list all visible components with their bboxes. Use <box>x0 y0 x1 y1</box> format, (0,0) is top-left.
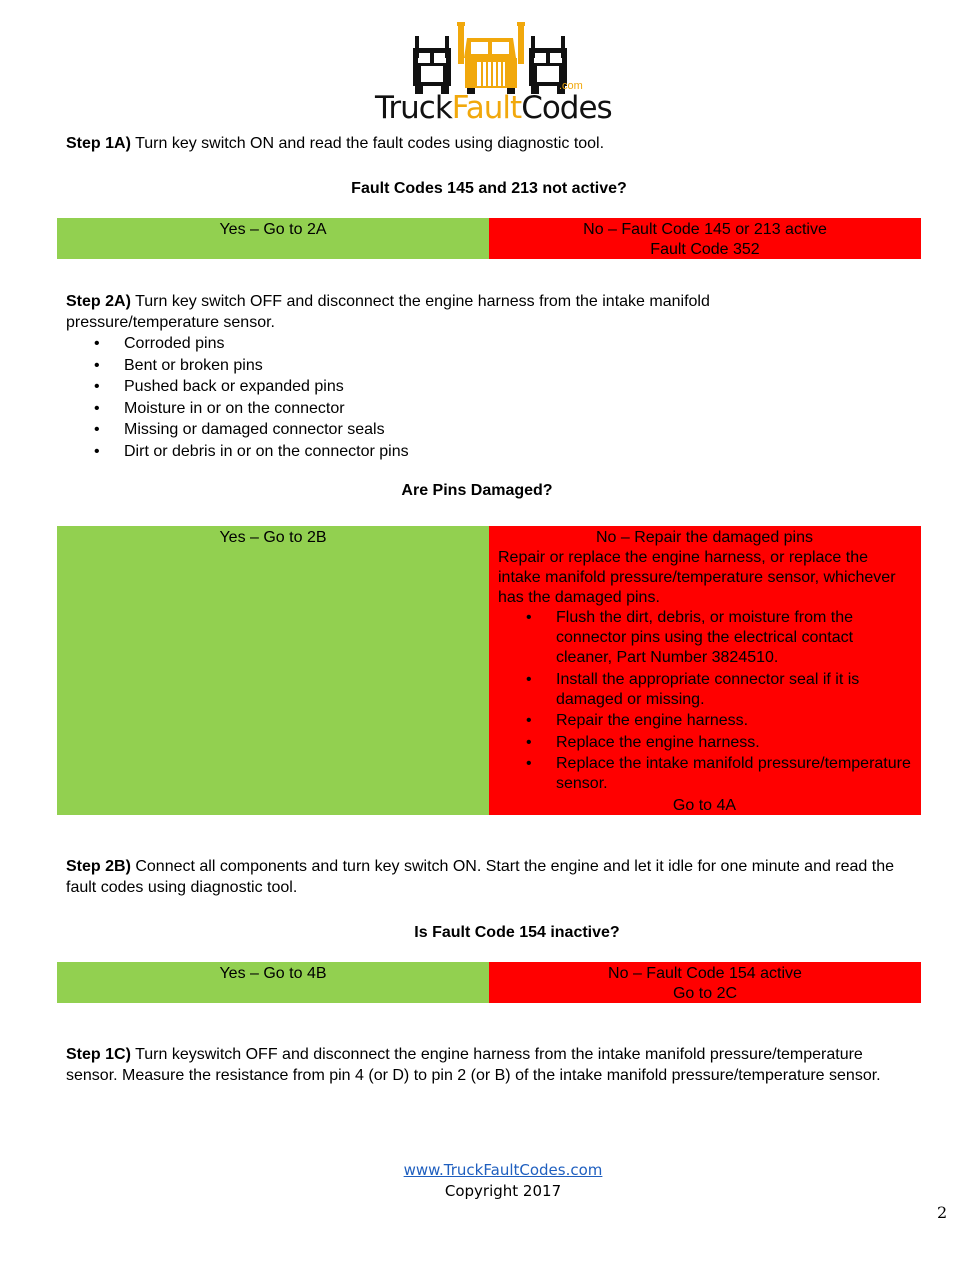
step-2b <box>66 856 916 898</box>
logo-domain-suffix: .com <box>559 80 583 92</box>
site-logo <box>375 18 612 130</box>
yes-cell-2-text: Yes – Go to 2B <box>219 529 327 546</box>
yes-cell-3 <box>57 962 489 1003</box>
question-2: Are Pins Damaged? <box>401 482 553 499</box>
footer-copyright: Copyright 2017 <box>444 1182 562 1200</box>
decision-table-1 <box>57 218 921 259</box>
logo-word-fault: Fault <box>451 90 522 126</box>
yes-cell-2 <box>57 526 489 815</box>
yes-cell-1 <box>57 218 489 259</box>
list-item: • Dirt or debris in or on the connector pins <box>94 441 409 463</box>
step-2a-text: Turn key switch OFF and disconnect the engine harness from the intake manifold pressure/temperature sensor. <box>66 293 710 331</box>
no-cell-3 <box>489 962 921 1003</box>
no-cell-1 <box>489 218 921 259</box>
logo-word-truck: Truck <box>375 90 452 126</box>
no-cell-1-line-2: Fault Code 352 <box>650 241 760 258</box>
no-cell-2-body: Repair or replace the engine harness, or replace the intake manifold pressure/temperature sensor, whichever has the damaged pins. <box>498 549 896 606</box>
no-cell-3-line-2: Go to 2C <box>672 985 738 1002</box>
step-2b-label: Step 2B) <box>66 858 131 875</box>
step-2b-text: Connect all components and turn key switch ON. Start the engine and let it idle for one minute and read the fault codes using diagnostic tool. <box>66 858 895 896</box>
step-1a-text: Turn key switch ON and read the fault codes using diagnostic tool. <box>130 135 605 152</box>
list-item: • Replace the engine harness. <box>526 733 911 753</box>
no-cell-2 <box>489 526 921 815</box>
list-item: • Repair the engine harness. <box>526 711 911 731</box>
step-1a <box>66 133 916 154</box>
yes-cell-3-text: Yes – Go to 4B <box>219 965 327 982</box>
inspection-checklist <box>94 333 409 462</box>
logo-word-codes: Codes <box>521 90 612 126</box>
footer-website-link[interactable]: www.TruckFaultCodes.com <box>403 1161 603 1179</box>
repair-steps-list <box>498 608 911 794</box>
question-1: Fault Codes 145 and 213 not active? <box>351 180 627 197</box>
list-item: • Flush the dirt, debris, or moisture from the connector pins using the electrical contact cleaner, Part Number 3824510. <box>526 608 911 668</box>
step-2a-label: Step 2A) <box>66 293 131 310</box>
no-cell-2-goto: Go to 4A <box>672 796 737 814</box>
step-2a <box>66 291 856 333</box>
list-item: • Bent or broken pins <box>94 355 409 377</box>
step-1c-label: Step 1C) <box>66 1046 131 1063</box>
step-1a-label: Step 1A) <box>66 135 131 152</box>
decision-table-2 <box>57 526 921 815</box>
no-cell-2-title: No – Repair the damaged pins <box>595 529 814 546</box>
step-1c-text: Turn keyswitch OFF and disconnect the engine harness from the intake manifold pressure/temperature sensor. Measure the resistance from pin 4 (or D) to pin 2 (or B) of the intake manifold pressure/temperature sensor. <box>66 1046 881 1084</box>
no-cell-3-line-1: No – Fault Code 154 active <box>608 965 802 982</box>
list-item: • Corroded pins <box>94 333 409 355</box>
logo-wordmark <box>375 90 612 126</box>
list-item: • Pushed back or expanded pins <box>94 376 409 398</box>
list-item: • Missing or damaged connector seals <box>94 419 409 441</box>
list-item: • Replace the intake manifold pressure/temperature sensor. <box>526 754 911 794</box>
list-item: • Moisture in or on the connector <box>94 398 409 420</box>
question-3: Is Fault Code 154 inactive? <box>414 924 620 941</box>
page-number: 2 <box>937 1203 948 1222</box>
step-1c <box>66 1044 916 1086</box>
list-item: • Install the appropriate connector seal if it is damaged or missing. <box>526 670 911 710</box>
decision-table-3 <box>57 962 921 1003</box>
no-cell-1-line-1: No – Fault Code 145 or 213 active <box>583 221 827 238</box>
yes-cell-1-text: Yes – Go to 2A <box>219 221 327 238</box>
